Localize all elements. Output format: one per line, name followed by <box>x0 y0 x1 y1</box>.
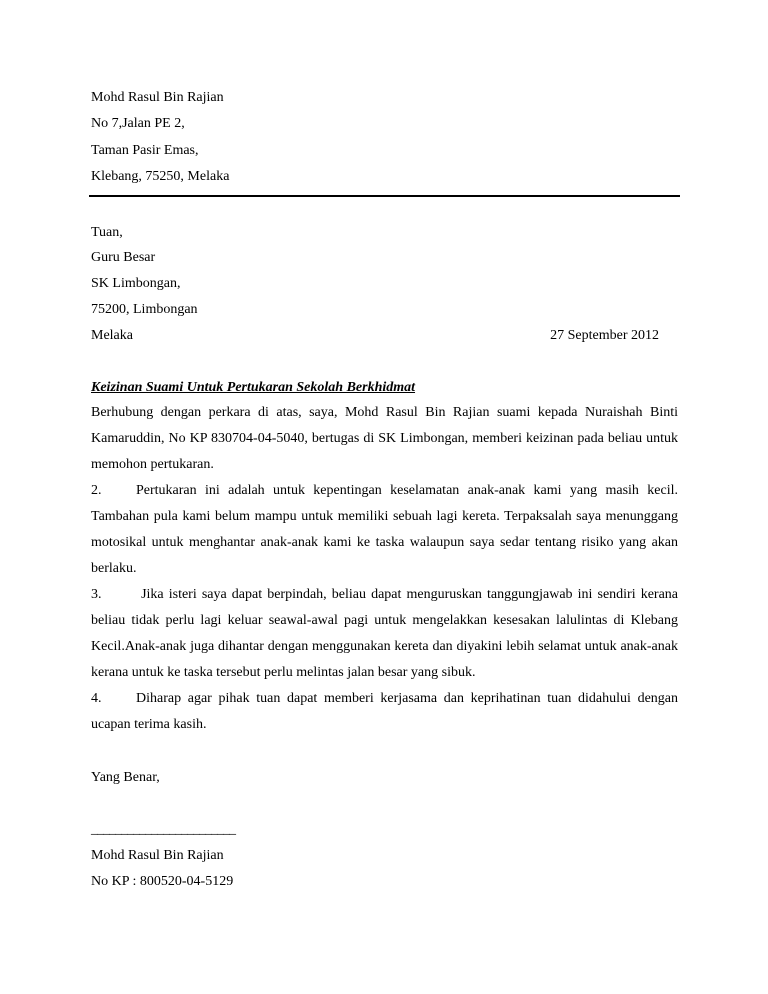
recipient-state: Melaka <box>91 328 133 343</box>
sender-name: Mohd Rasul Bin Rajian <box>91 90 224 105</box>
paragraph-2 <box>91 478 678 582</box>
paragraph-3-text: Jika isteri saya dapat berpindah, beliau dapat menguruskan tanggungjawab ini sendiri kerana beliau tidak perlu lagi keluar seawal-awal pagi untuk mengelakkan kesesakan lalulintas di Klebang Kecil.Anak-anak juga dihantar dengan menggunakan kereta dan diyakini lebih selamat untuk anak-anak kerana untuk ke taska tersebut perlu melintas jalan besar yang sibuk. <box>91 587 678 680</box>
letter-subject: Keizinan Suami Untuk Pertukaran Sekolah Berkhidmat <box>91 380 416 395</box>
recipient-school: SK Limbongan, <box>91 276 181 291</box>
sender-address-line2: Taman Pasir Emas, <box>91 143 199 158</box>
paragraph-1-text: Berhubung dengan perkara di atas, saya, Mohd Rasul Bin Rajian suami kepada Nuraishah Binti Kamaruddin, No KP 830704-04-5040, bertugas di SK Limbongan, memberi keizinan pada beliau untuk memohon pertukaran. <box>91 405 678 472</box>
header-divider <box>89 195 680 197</box>
paragraph-2-text: Pertukaran ini adalah untuk kepentingan keselamatan anak-anak kami yang masih kecil. Tambahan pula kami belum mampu untuk memiliki sebuah lagi kereta. Terpaksalah saya menunggang motosikal untuk menghantar anak-anak kami ke taska walaupun saya sedar tentang risiko yang akan berlaku. <box>91 483 678 576</box>
letter-date: 27 September 2012 <box>550 328 659 343</box>
paragraph-3 <box>91 582 678 686</box>
paragraph-4-text: Diharap agar pihak tuan dapat memberi kerjasama dan keprihatinan tuan didahului dengan ucapan terima kasih. <box>91 691 678 732</box>
closing: Yang Benar, <box>91 770 160 785</box>
paragraph-4-number: 4. <box>91 691 102 706</box>
sender-address-line1: No 7,Jalan PE 2, <box>91 116 185 131</box>
signature-line: ________________________ <box>91 822 235 837</box>
paragraph-1 <box>91 400 678 478</box>
signatory-name: Mohd Rasul Bin Rajian <box>91 848 224 863</box>
recipient-title: Guru Besar <box>91 250 156 265</box>
paragraph-2-number: 2. <box>91 483 102 498</box>
paragraph-3-number: 3. <box>91 587 102 602</box>
sender-address-line3: Klebang, 75250, Melaka <box>91 169 230 184</box>
paragraph-4 <box>91 686 678 738</box>
signatory-ic: No KP : 800520-04-5129 <box>91 874 234 889</box>
recipient-postcode-town: 75200, Limbongan <box>91 302 198 317</box>
recipient-salutation: Tuan, <box>91 225 123 240</box>
